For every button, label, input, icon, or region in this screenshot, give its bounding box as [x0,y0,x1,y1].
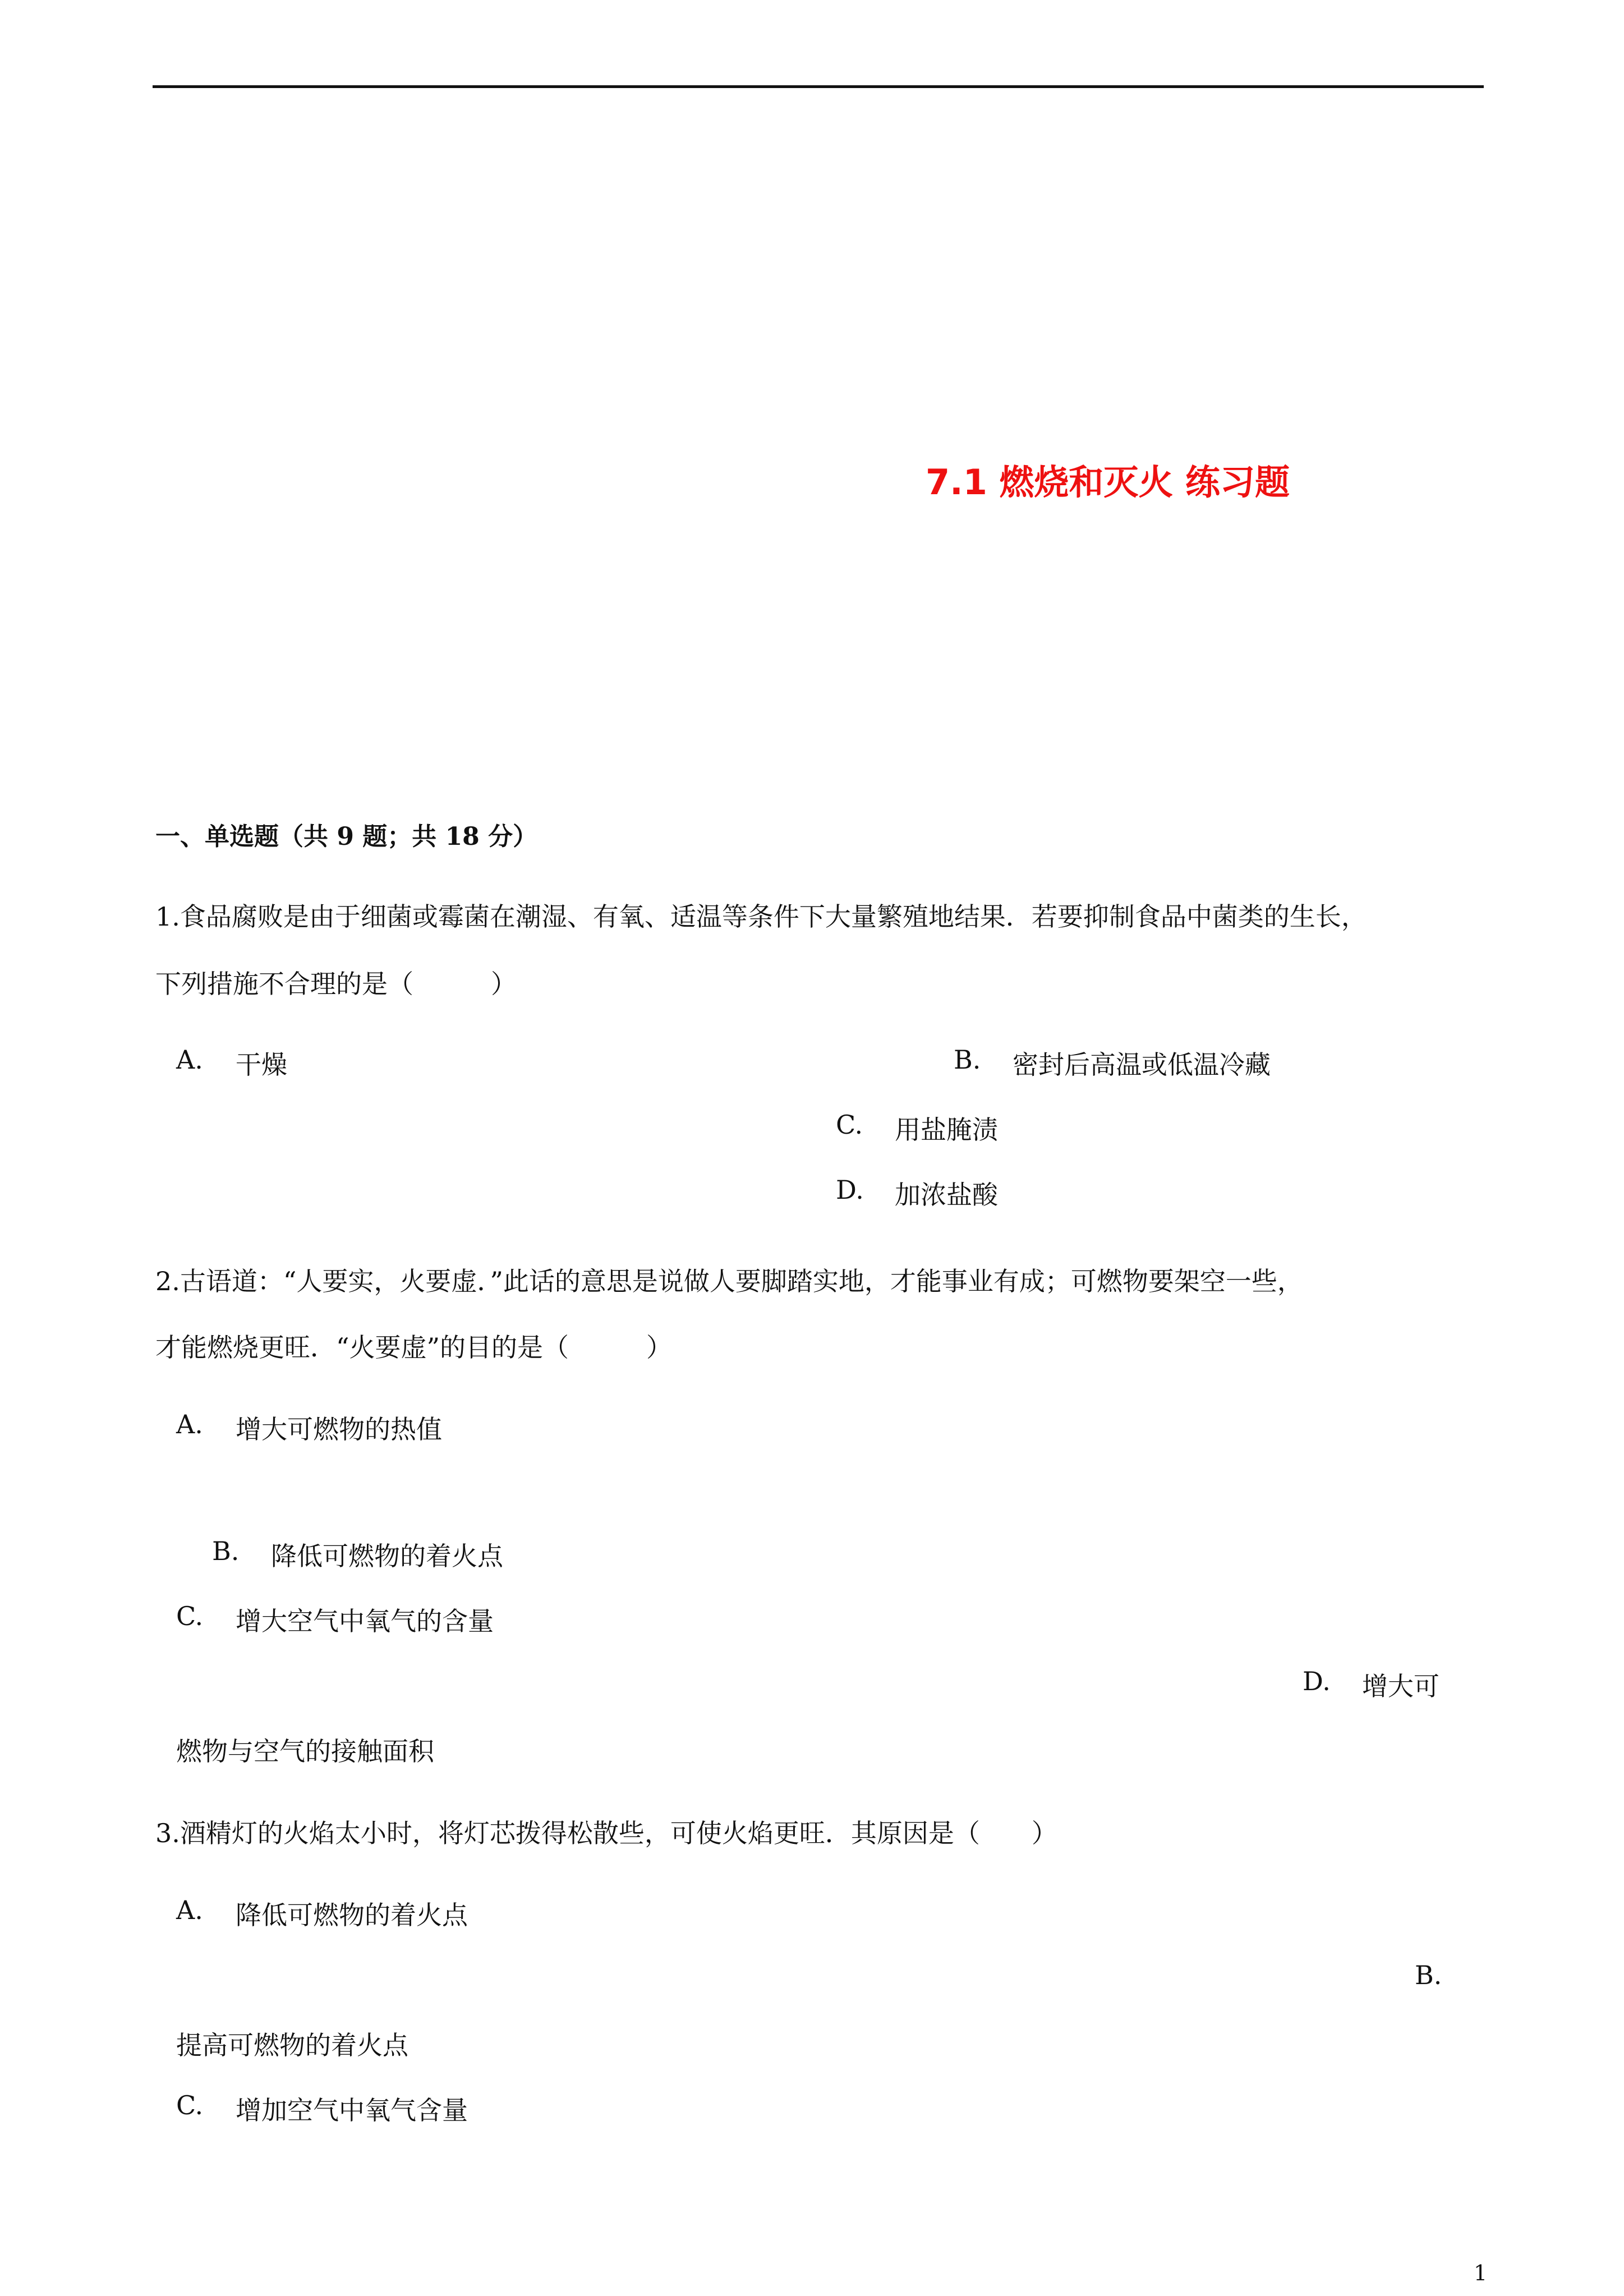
q3-option-a-text: 降低可燃物的着火点 [236,1900,468,1930]
q2-option-d-letter: D. [1303,1666,1331,1696]
q1-option-b-text: 密封后高温或低温冷藏 [1013,1050,1271,1080]
q1-option-d-text: 加浓盐酸 [895,1180,998,1210]
q2-option-b-letter: B. [212,1536,240,1566]
q1-option-d-letter: D. [836,1175,864,1205]
section-heading: 一、单选题（共 9 题；共 18 分） [155,822,538,851]
q1-option-c-letter: C. [836,1110,863,1140]
q1-option-a-text: 干燥 [236,1050,287,1080]
question-2-line-2: 才能燃烧更旺．“火要虚”的目的是（ ） [155,1332,673,1363]
q3-option-c-text: 增加空气中氧气含量 [236,2095,468,2125]
q3-option-b-letter: B. [1415,1960,1442,1990]
q2-option-a-text: 增大可燃物的热值 [236,1414,442,1444]
q2-option-a-letter: A. [176,1409,203,1439]
page-number: 1 [1474,2261,1488,2285]
q2-option-b-text: 降低可燃物的着火点 [271,1541,503,1571]
q3-option-a-letter: A. [176,1895,203,1925]
q2-option-d-text: 增大可 [1362,1671,1439,1701]
question-1-line-1: 1.食品腐败是由于细菌或霉菌在潮湿、有氧、适温等条件下大量繁殖地结果．若要抑制食品中菌类的生长， [155,901,1367,932]
page-title: 7.1 燃烧和灭火 练习题 [926,462,1290,503]
q1-option-c-text: 用盐腌渍 [895,1115,998,1145]
q3-option-c-letter: C. [176,2090,204,2120]
q1-option-b-letter: B. [954,1045,981,1075]
q3-option-b-continuation: 提高可燃物的着火点 [176,2030,408,2060]
question-2-line-1: 2.古语道：“人要实，火要虚．”此话的意思是说做人要脚踏实地，才能事业有成；可燃物要架空一些， [155,1266,1303,1296]
q2-option-d-continuation: 燃物与空气的接触面积 [176,1736,434,1766]
header-rule [153,85,1484,88]
q1-option-a-letter: A. [176,1045,203,1075]
question-1-line-2: 下列措施不合理的是（ ） [155,969,517,999]
q2-option-c-text: 增大空气中氧气的含量 [236,1606,494,1636]
q2-option-c-letter: C. [176,1601,204,1631]
question-3-line-1: 3.酒精灯的火焰太小时，将灯芯拨得松散些，可使火焰更旺．其原因是（ ） [155,1818,1057,1848]
